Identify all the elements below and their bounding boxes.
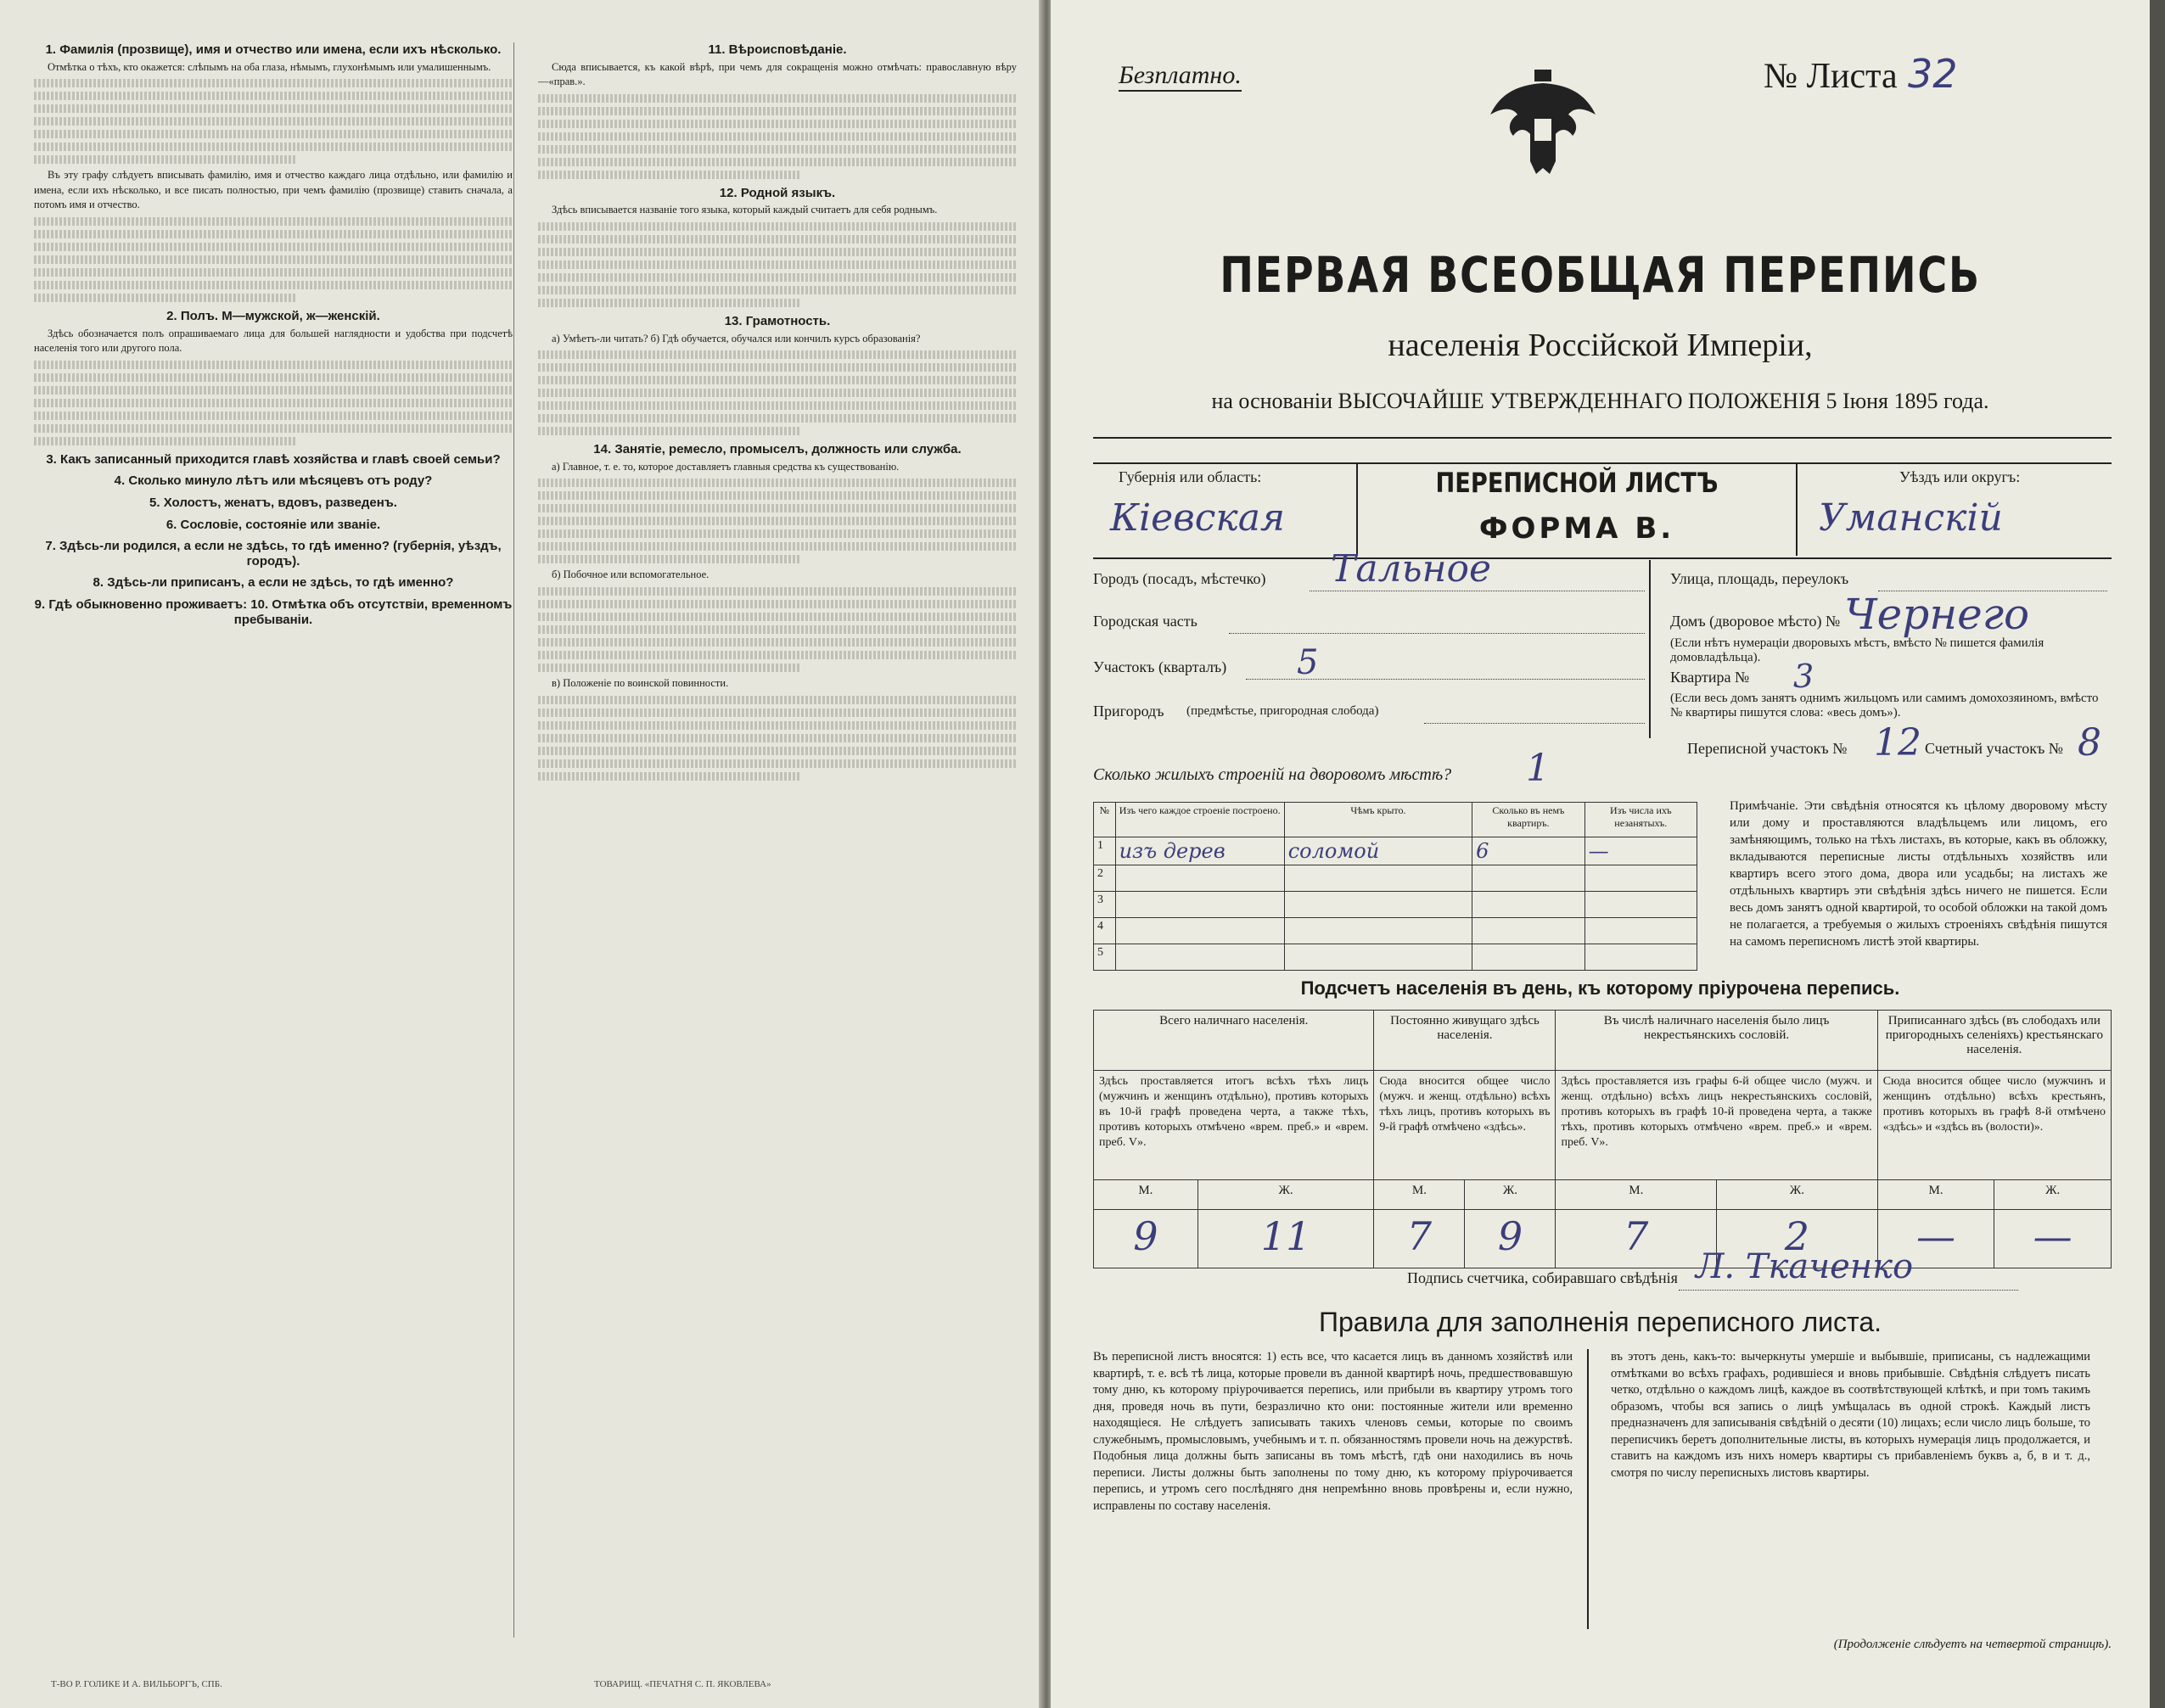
illegible-text-line xyxy=(538,235,1017,244)
city-value: Тальное xyxy=(1331,547,1492,591)
buildings-col-material: Изъ чего каждое строеніе построено. xyxy=(1115,803,1284,837)
illegible-text-line xyxy=(538,517,1017,525)
illegible-text-line xyxy=(34,399,513,407)
buildings-cell xyxy=(1115,892,1284,918)
buildings-cell: соломой xyxy=(1284,837,1472,865)
illegible-text-line xyxy=(538,286,1017,294)
illegible-text-line xyxy=(538,772,801,781)
buildings-row xyxy=(1094,837,1697,865)
left-instructions-page xyxy=(0,0,1042,1708)
illegible-text-line xyxy=(34,230,513,238)
illegible-text-line xyxy=(538,414,1017,423)
buildings-table xyxy=(1093,802,1697,971)
female-column-label: Ж. xyxy=(1717,1180,1878,1210)
illegible-text-line xyxy=(34,373,513,382)
buildings-cell: 4 xyxy=(1094,918,1116,944)
instruction-heading: 13. Грамотность. xyxy=(724,313,831,328)
header-rule xyxy=(1093,437,2112,439)
form-title: ПЕРЕПИСНОЙ ЛИСТЪ xyxy=(1435,467,1719,499)
buildings-note: Примѣчаніе. Эти свѣдѣнія относятся къ цѣлому дворовому мѣсту или дому и проставляются владѣльцемъ или лицомъ, его замѣняющимъ, только на тѣхъ листахъ, въ которые, какъ въ обложку, вкладываются переписные листы отдѣльныхъ хозяйствъ или квартиръ всего этого дома, двора или усадьбы; на листахъ же отдѣльныхъ квартиръ эти свѣдѣнія здѣсь ничего не пишется. Если весь домъ занятъ одной квартирой, то особой обложки на такой домъ не полагается, а требуемыя о жилыхъ строеніяхъ свѣдѣнія пишутся на самомъ переписномъ листѣ этой квартиры. xyxy=(1730,799,2107,949)
city-label: Городъ (посадъ, мѣстечко) xyxy=(1093,570,1266,587)
illegible-text-line xyxy=(538,491,1017,500)
instruction-paragraph: в) Положеніе по воинской повинности. xyxy=(552,676,729,689)
female-column-label: Ж. xyxy=(1994,1180,2112,1210)
census-title: ПЕРВАЯ ВСЕОБЩАЯ ПЕРЕПИСЬ xyxy=(1220,246,1981,304)
buildings-cell xyxy=(1584,892,1697,918)
illegible-text-line xyxy=(34,268,513,277)
printer-footer-right: ТОВАРИЩ. «ПЕЧАТНЯ С. П. ЯКОВЛЕВА» xyxy=(594,1679,771,1689)
illegible-text-line xyxy=(34,424,513,433)
count-desc-permanent: Сюда вносится общее число (мужч. и женщ. отдѣльно) всѣхъ тѣхъ лицъ, противъ которыхъ въ 9-й графѣ отмѣчено «здѣсь». xyxy=(1374,1071,1556,1180)
illegible-text-line xyxy=(538,350,1017,359)
illegible-text-line xyxy=(538,555,801,563)
instruction-paragraph: Сюда вписывается, къ какой вѣрѣ, при чемъ для сокращенія можно отмѣчать: православную вѣру—«прав.». xyxy=(538,60,1017,88)
buildings-cell: изъ дерев xyxy=(1115,837,1284,865)
population-count-table xyxy=(1093,1010,2112,1268)
illegible-text-line xyxy=(538,158,1017,166)
apartment-note: (Если весь домъ занятъ однимъ жильцомъ или самимъ домохозяиномъ, вмѣсто № квартиры пишутся слова: «весь домъ»). xyxy=(1670,692,2099,720)
buildings-question: Сколько жилыхъ строеній на дворовомъ мѣстѣ? xyxy=(1093,765,1452,784)
illegible-text-line xyxy=(538,260,1017,269)
census-subtitle: населенія Россійской Имперіи, xyxy=(1388,328,1813,363)
buildings-value: 1 xyxy=(1526,747,1550,790)
illegible-text-line xyxy=(34,412,513,420)
illegible-text-line xyxy=(34,130,513,138)
illegible-text-line xyxy=(538,389,1017,397)
rules-right-text: въ этотъ день, какъ-то: вычеркнуты умершіе и выбывшіе, приписаны, съ надлежащими отмѣтками во всѣхъ графахъ, родившіеся и вновь прибывшіе. Свѣдѣнія слѣдуетъ писать четко, отдѣльно о каждомъ лицѣ, каждое въ соотвѣтствующей клѣткѣ, и при томъ такимъ образомъ, чтобы вся запись о лицѣ умѣщалась въ одной строкѣ. Каждый листъ предназначенъ для записыванія свѣдѣній о десяти (10) лицахъ; если число лицъ больше, то переписчикъ беретъ дополнительные листы, въ которыхъ нумерація лицъ продолжается, и ставитъ на каждомъ изъ нихъ номеръ квартиры съ прибавленіемъ буквъ а, б, в и т. д., смотря по числу переписныхъ листовъ квартиры. xyxy=(1611,1350,2090,1480)
instruction-paragraph: Отмѣтка о тѣхъ, кто окажется: слѣпымъ на оба глаза, нѣмымъ, глухонѣмымъ или умалишеннымъ. xyxy=(48,60,491,73)
buildings-cell: — xyxy=(1584,837,1697,865)
district-value: Уманскій xyxy=(1819,496,2003,540)
buildings-cell xyxy=(1284,865,1472,892)
female-column-label: Ж. xyxy=(1465,1180,1556,1210)
count-desc-non-peasant: Здѣсь проставляется изъ графы 6-й общее число (мужч. и женщ. отдѣльно) всѣхъ лицъ некрестьянскихъ сословій, противъ которыхъ въ графѣ 10-й проведена черта, а также тѣхъ, противъ которыхъ отмѣчено «врем. преб.» и «врем. преб. V». xyxy=(1556,1071,1877,1180)
illegible-text-line xyxy=(538,734,1017,742)
illegible-text-line xyxy=(34,155,297,164)
apartment-label: Квартира № xyxy=(1670,669,1750,686)
instruction-heading: 14. Занятіе, ремесло, промыселъ, должность или служба. xyxy=(593,442,962,457)
illegible-text-line xyxy=(538,145,1017,154)
illegible-text-line xyxy=(538,222,1017,231)
instruction-heading: 9. Гдѣ обыкновенно проживаетъ: 10. Отмѣтка объ отсутствіи, временномъ пребываніи. xyxy=(34,596,513,627)
printer-footer-left: Т-ВО Р. ГОЛИКЕ И А. ВИЛЬБОРГЪ, СПБ. xyxy=(51,1679,222,1689)
illegible-text-line xyxy=(538,363,1017,372)
instruction-heading: 8. Здѣсь-ли приписанъ, а если не здѣсь, то гдѣ именно? xyxy=(93,575,454,591)
instruction-paragraph: б) Побочное или вспомогательное. xyxy=(552,568,710,581)
signature-label: Подпись счетчика, собиравшаго свѣдѣнія xyxy=(1407,1269,1678,1286)
street-label: Улица, площадь, переулокъ xyxy=(1670,570,1849,587)
male-column-label: М. xyxy=(1094,1180,1198,1210)
census-area-value: 12 xyxy=(1874,721,1921,764)
buildings-cell: 1 xyxy=(1094,837,1116,865)
illegible-text-line xyxy=(34,255,513,264)
precinct-label: Участокъ (кварталъ) xyxy=(1093,658,1227,675)
instruction-heading: 3. Какъ записанный приходится главѣ хозяйства и главѣ своей семьи? xyxy=(46,451,501,467)
buildings-row xyxy=(1094,918,1697,944)
count-value: 7 xyxy=(1556,1210,1717,1268)
illegible-text-line xyxy=(538,479,1017,487)
illegible-text-line xyxy=(538,747,1017,755)
buildings-cell xyxy=(1584,918,1697,944)
count-desc-total-present: Здѣсь проставляется итогъ всѣхъ тѣхъ лицъ (мужчинъ и женщинъ отдѣльно), противъ которыхъ въ 10-й графѣ проведена черта, а также тѣхъ, противъ которыхъ отмѣчено «врем. преб.» и «врем. преб. V». xyxy=(1094,1071,1374,1180)
form-type: ФОРМА В. xyxy=(1478,512,1675,546)
suburb-note: (предмѣстье, пригородная слобода) xyxy=(1186,704,1379,718)
illegible-text-line xyxy=(538,542,1017,551)
count-area-value: 8 xyxy=(2078,721,2101,764)
illegible-text-line xyxy=(34,92,513,100)
male-column-label: М. xyxy=(1877,1180,1994,1210)
district-label: Уѣздъ или округъ: xyxy=(1899,468,2021,485)
census-form-page xyxy=(1051,0,2150,1708)
buildings-cell: 6 xyxy=(1472,837,1584,865)
count-area-label: Счетный участокъ № xyxy=(1925,740,2063,757)
buildings-cell xyxy=(1472,944,1584,971)
illegible-text-line xyxy=(538,613,1017,621)
column-divider xyxy=(513,42,514,1638)
census-area-label: Переписной участокъ № xyxy=(1687,740,1848,757)
instruction-heading: 12. Родной языкъ. xyxy=(719,185,836,200)
buildings-cell xyxy=(1584,865,1697,892)
illegible-text-line xyxy=(34,79,513,87)
instruction-heading: 5. Холостъ, женатъ, вдовъ, разведенъ. xyxy=(149,495,397,510)
illegible-text-line xyxy=(34,143,513,151)
illegible-text-line xyxy=(538,273,1017,282)
male-column-label: М. xyxy=(1556,1180,1717,1210)
buildings-cell xyxy=(1284,918,1472,944)
illegible-text-line xyxy=(538,664,801,672)
buildings-cell xyxy=(1284,892,1472,918)
count-value: 2 xyxy=(1717,1210,1878,1268)
female-column-label: Ж. xyxy=(1197,1180,1374,1210)
signature-value: Л. Ткаченко xyxy=(1696,1247,1914,1286)
buildings-cell: 5 xyxy=(1094,944,1116,971)
buildings-col-roof: Чѣмъ крыто. xyxy=(1284,803,1472,837)
province-value: Кіевская xyxy=(1110,496,1286,540)
count-col-registered-peasants: Приписаннаго здѣсь (въ слободахъ или пригородныхъ селеніяхъ) крестьянскаго населенія. xyxy=(1877,1011,2111,1071)
province-label: Губернія или область: xyxy=(1119,468,1262,485)
count-value: — xyxy=(1994,1210,2112,1268)
illegible-text-line xyxy=(34,361,513,369)
buildings-col-vacant: Изъ числа ихъ незанятыхъ. xyxy=(1584,803,1697,837)
buildings-cell xyxy=(1115,918,1284,944)
count-value: 11 xyxy=(1197,1210,1374,1268)
free-label: Безплатно. xyxy=(1119,61,1242,92)
instruction-paragraph: Здѣсь обозначается полъ опрашиваемаго лица для большей наглядности и удобства при подсчетѣ населенія того или другого пола. xyxy=(34,327,513,355)
city-part-label: Городская часть xyxy=(1093,613,1197,630)
sheet-number-value: 32 xyxy=(1908,51,1958,97)
double-headed-eagle-emblem xyxy=(1484,68,1602,178)
illegible-text-line xyxy=(34,104,513,113)
sheet-number-label: № Листа xyxy=(1764,57,1898,96)
illegible-text-line xyxy=(538,600,1017,608)
count-col-permanent: Постоянно живущаго здѣсь населенія. xyxy=(1374,1011,1556,1071)
buildings-cell: 2 xyxy=(1094,865,1116,892)
rules-title: Правила для заполненія переписного листа. xyxy=(1319,1307,1882,1337)
legal-basis: на основаніи ВЫСОЧАЙШЕ УТВЕРЖДЕННАГО ПОЛОЖЕНІЯ 5 Іюня 1895 года. xyxy=(1211,389,1989,413)
illegible-text-line xyxy=(538,651,1017,659)
illegible-text-line xyxy=(538,625,1017,634)
illegible-text-line xyxy=(538,529,1017,538)
instruction-paragraph: а) Умѣетъ-ли читать? б) Гдѣ обучается, обучался или кончилъ курсъ образованія? xyxy=(552,332,921,344)
instruction-heading: 4. Сколько минуло лѣтъ или мѣсяцевъ отъ роду? xyxy=(114,473,433,489)
illegible-text-line xyxy=(34,294,297,302)
buildings-cell xyxy=(1584,944,1697,971)
illegible-text-line xyxy=(538,721,1017,730)
instructions-column-1 xyxy=(34,36,513,1657)
suburb-label: Пригородъ xyxy=(1093,703,1164,720)
house-note: (Если нѣтъ нумераціи дворовыхъ мѣстъ, вмѣсто № пишется фамилія домовладѣльца). xyxy=(1670,636,2044,664)
illegible-text-line xyxy=(538,708,1017,717)
illegible-text-line xyxy=(538,376,1017,384)
illegible-text-line xyxy=(34,281,513,289)
instruction-heading: 1. Фамилія (прозвище), имя и отчество или имена, если ихъ нѣсколько. xyxy=(45,42,502,57)
rules-left-text: Въ переписной листъ вносятся: 1) есть все, что касается лицъ въ данномъ хозяйствѣ или квартирѣ, т. е. всѣ тѣ лица, которые провели въ данной квартирѣ ночь, предшествовавшую тому дню, къ которому пріурочивается перепись, или прибыли въ квартиру утромъ того дня, проведя ночь въ пути, безразлично кто они: постоянные жители или временно находящіеся. Не слѣдуетъ записывать такихъ членовъ семьи, которые по своимъ служебнымъ, промысловымъ, учебнымъ и т. п. обязанностямъ провели ночь на дежурствѣ. Подобныя лица должны быть записаны въ томъ мѣстѣ, гдѣ они находились въ ночь переписи. Листы должны быть заполнены по тому дню, къ которому пріурочивается перепись, и утромъ сего послѣдняго дня непремѣнно вновь провѣрены и, если нужно, исправлены по составу населенія. xyxy=(1093,1350,1573,1513)
illegible-text-line xyxy=(538,401,1017,410)
house-value: Чернего xyxy=(1844,590,2030,639)
rules-divider xyxy=(1587,1349,1589,1629)
illegible-text-line xyxy=(538,120,1017,128)
illegible-text-line xyxy=(34,243,513,251)
illegible-text-line xyxy=(538,696,1017,704)
count-col-non-peasant: Въ числѣ наличнаго населенія было лицъ некрестьянскихъ сословій. xyxy=(1556,1011,1877,1071)
instructions-column-2 xyxy=(538,36,1017,1657)
illegible-text-line xyxy=(538,94,1017,103)
illegible-text-line xyxy=(538,587,1017,596)
count-desc-registered-peasants: Сюда вносится общее число (мужчинъ и женщинъ отдѣльно) всѣхъ крестьянъ, противъ которыхъ въ графѣ 8-й отмѣчено «здѣсь» и «здѣсь въ (волости)». xyxy=(1877,1071,2111,1180)
count-value: 9 xyxy=(1465,1210,1556,1268)
buildings-col-no: № xyxy=(1094,803,1116,837)
illegible-text-line xyxy=(34,437,297,445)
buildings-row xyxy=(1094,865,1697,892)
male-column-label: М. xyxy=(1374,1180,1465,1210)
precinct-value: 5 xyxy=(1297,643,1319,682)
illegible-text-line xyxy=(34,117,513,126)
buildings-row xyxy=(1094,892,1697,918)
house-label: Домъ (дворовое мѣсто) № xyxy=(1670,613,1841,630)
illegible-text-line xyxy=(538,248,1017,256)
count-col-total-present: Всего наличнаго населенія. xyxy=(1094,1011,1374,1071)
buildings-cell xyxy=(1472,865,1584,892)
illegible-text-line xyxy=(34,386,513,395)
instruction-paragraph: Здѣсь вписывается названіе того языка, который каждый считаетъ для себя роднымъ. xyxy=(552,204,938,216)
instruction-paragraph: а) Главное, т. е. то, которое доставляетъ главныя средства къ существованію. xyxy=(552,460,900,473)
illegible-text-line xyxy=(538,504,1017,512)
buildings-cell xyxy=(1115,944,1284,971)
illegible-text-line xyxy=(538,759,1017,768)
buildings-row xyxy=(1094,944,1697,971)
illegible-text-line xyxy=(538,107,1017,115)
instruction-heading: 2. Полъ. М—мужской, ж—женскій. xyxy=(166,308,380,323)
buildings-cell xyxy=(1472,918,1584,944)
buildings-cell xyxy=(1472,892,1584,918)
apartment-value: 3 xyxy=(1793,658,1814,695)
next-sheet-edge xyxy=(2150,0,2165,1708)
rules-continue-note: (Продолженіе слѣдуетъ на четвертой страницѣ). xyxy=(1833,1638,2112,1651)
illegible-text-line xyxy=(34,217,513,226)
count-section-title: Подсчетъ населенія въ день, къ которому пріурочена перепись. xyxy=(1300,977,1900,999)
count-value: 7 xyxy=(1374,1210,1465,1268)
buildings-cell xyxy=(1115,865,1284,892)
illegible-text-line xyxy=(538,299,801,307)
instruction-heading: 7. Здѣсь-ли родился, а если не здѣсь, то гдѣ именно? (губернія, уѣздъ, городъ). xyxy=(45,539,502,568)
illegible-text-line xyxy=(538,427,801,435)
count-value: 9 xyxy=(1094,1210,1198,1268)
instruction-heading: 6. Сословіе, состояніе или званіе. xyxy=(165,517,381,532)
instruction-paragraph: Въ эту графу слѣдуетъ вписывать фамилію, имя и отчество каждаго лица отдѣльно, или фамилію и имена, если ихъ нѣсколько, и все писать полностью, при чемъ фамилію (прозвище) ставить сначала, а потомъ имя и отчество. xyxy=(34,169,513,211)
address-divider xyxy=(1649,560,1651,738)
instruction-heading: 11. Вѣроисповѣданіе. xyxy=(708,42,847,57)
buildings-col-apartments: Сколько въ немъ квартиръ. xyxy=(1472,803,1584,837)
illegible-text-line xyxy=(538,171,801,179)
buildings-cell xyxy=(1284,944,1472,971)
illegible-text-line xyxy=(538,638,1017,647)
illegible-text-line xyxy=(538,132,1017,141)
buildings-cell: 3 xyxy=(1094,892,1116,918)
count-value: — xyxy=(1877,1210,1994,1268)
